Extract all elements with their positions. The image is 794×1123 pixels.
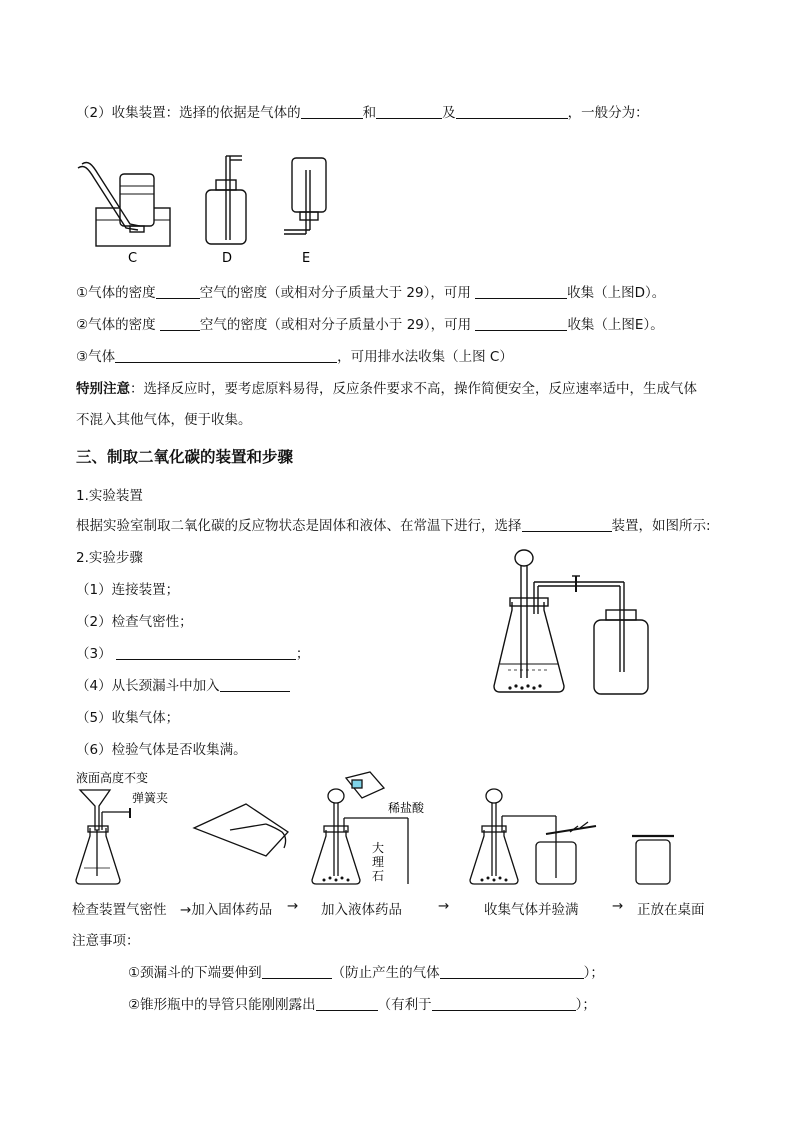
text-segment: 空气的密度（或相对分子质量小于 29），可用 bbox=[199, 317, 472, 333]
blank bbox=[440, 963, 584, 979]
flow-caption-2: →加入固体药品 bbox=[180, 902, 273, 918]
collection-apparatus-figure bbox=[74, 150, 334, 268]
text-segment: 收集（上图D）。 bbox=[567, 285, 666, 301]
note-1 bbox=[128, 963, 604, 983]
blank bbox=[301, 103, 363, 119]
apparatus-e-drawing bbox=[284, 158, 326, 234]
text-segment: ①气体的密度 bbox=[76, 285, 156, 301]
apparatus-c-drawing bbox=[78, 162, 170, 246]
flow-arrow: → bbox=[287, 898, 299, 914]
step-3 bbox=[76, 644, 309, 664]
blank bbox=[456, 103, 568, 119]
collect-test-drawing bbox=[470, 789, 596, 884]
blank bbox=[156, 283, 200, 299]
step-2: （2）检查气密性； bbox=[76, 614, 193, 630]
hydrochloric-acid-label: 稀盐酸 bbox=[388, 801, 425, 815]
marble-label-2: 理 bbox=[372, 855, 385, 869]
notes-title: 注意事项： bbox=[72, 933, 140, 949]
blank bbox=[160, 315, 200, 331]
special-note-label: 特别注意 bbox=[76, 381, 130, 397]
collection-apparatus-line bbox=[76, 103, 649, 123]
text-segment: （防止产生的气体 bbox=[331, 965, 440, 981]
text-segment: 和 bbox=[362, 105, 377, 121]
density-greater-line bbox=[76, 283, 665, 303]
spring-clamp-label: 弹簧夹 bbox=[132, 791, 169, 805]
process-figure bbox=[70, 768, 690, 890]
flow-caption-5: 正放在桌面 bbox=[637, 902, 705, 918]
blank bbox=[316, 995, 378, 1011]
blank bbox=[262, 963, 332, 979]
text-segment: 及 bbox=[442, 105, 456, 121]
marble-label-1: 大 bbox=[372, 841, 385, 855]
co2-apparatus-figure bbox=[488, 546, 668, 696]
airtightness-check-drawing bbox=[76, 790, 130, 884]
water-collection-line bbox=[76, 347, 513, 367]
flow-caption-1: 检查装置气密性 bbox=[72, 902, 167, 918]
text-segment: （2）收集装置：选择的依据是气体的 bbox=[76, 105, 301, 121]
blank bbox=[376, 103, 442, 119]
text-segment: 装置，如图所示: bbox=[611, 518, 711, 534]
text-segment: ③气体 bbox=[76, 349, 116, 365]
step-6: （6）检验气体是否收集满。 bbox=[76, 742, 247, 758]
label-c: C bbox=[128, 251, 138, 266]
blank bbox=[220, 676, 290, 692]
apparatus-text bbox=[76, 516, 711, 536]
apparatus-d-drawing bbox=[206, 156, 246, 244]
text-segment: ①颈漏斗的下端要伸到 bbox=[128, 965, 262, 981]
text-segment: 收集（上图E）。 bbox=[567, 317, 664, 333]
flow-caption-3: 加入液体药品 bbox=[321, 902, 402, 918]
text-segment: （有利于 bbox=[377, 997, 432, 1013]
text-segment: ：选择反应时，要考虑原料易得，反应条件要求不高，操作简便安全，反应速率适中，生成气体 bbox=[130, 381, 697, 397]
liquid-level-label: 液面高度不变 bbox=[76, 771, 149, 785]
blank bbox=[115, 347, 337, 363]
note-2 bbox=[128, 995, 596, 1015]
blank bbox=[475, 315, 567, 331]
flow-arrow: → bbox=[438, 898, 450, 914]
add-liquid-drawing bbox=[312, 772, 408, 884]
blank bbox=[475, 283, 567, 299]
blank bbox=[522, 516, 612, 532]
steps-title: 2.实验步骤 bbox=[76, 550, 143, 566]
section-heading: 三、制取二氧化碳的装置和步骤 bbox=[76, 448, 294, 466]
step-4 bbox=[76, 676, 290, 696]
label-e: E bbox=[302, 251, 311, 266]
text-segment: （3） bbox=[76, 646, 112, 662]
marble-label-3: 石 bbox=[372, 869, 385, 883]
text-segment: ）； bbox=[583, 965, 604, 981]
blank bbox=[116, 644, 296, 660]
blank bbox=[432, 995, 576, 1011]
apparatus-title: 1.实验装置 bbox=[76, 488, 143, 504]
text-segment: ； bbox=[295, 646, 310, 662]
bottle-upright-drawing bbox=[632, 836, 674, 884]
step-5: （5）收集气体； bbox=[76, 710, 180, 726]
flow-caption-4: 收集气体并验满 bbox=[484, 902, 579, 918]
text-segment: 根据实验室制取二氧化碳的反应物状态是固体和液体、在常温下进行，选择 bbox=[76, 518, 522, 534]
label-d: D bbox=[222, 251, 233, 266]
text-segment: 空气的密度（或相对分子质量大于 29），可用 bbox=[199, 285, 471, 301]
text-segment: 不混入其他气体，便于收集。 bbox=[76, 412, 252, 428]
add-solid-drawing bbox=[194, 804, 288, 856]
text-segment: ，可用排水法收集（上图 C） bbox=[337, 349, 513, 365]
special-note-line-2 bbox=[76, 410, 252, 430]
text-segment: ②气体的密度 bbox=[76, 317, 156, 333]
text-segment: ，一般分为： bbox=[567, 105, 649, 121]
flow-arrow: → bbox=[612, 898, 624, 914]
density-less-line bbox=[76, 315, 664, 335]
text-segment: ②锥形瓶中的导管只能刚刚露出 bbox=[128, 997, 316, 1013]
step-1: （1）连接装置； bbox=[76, 582, 180, 598]
text-segment: （4）从长颈漏斗中加入 bbox=[76, 678, 220, 694]
text-segment: ）； bbox=[575, 997, 596, 1013]
special-note-line-1 bbox=[76, 379, 697, 399]
